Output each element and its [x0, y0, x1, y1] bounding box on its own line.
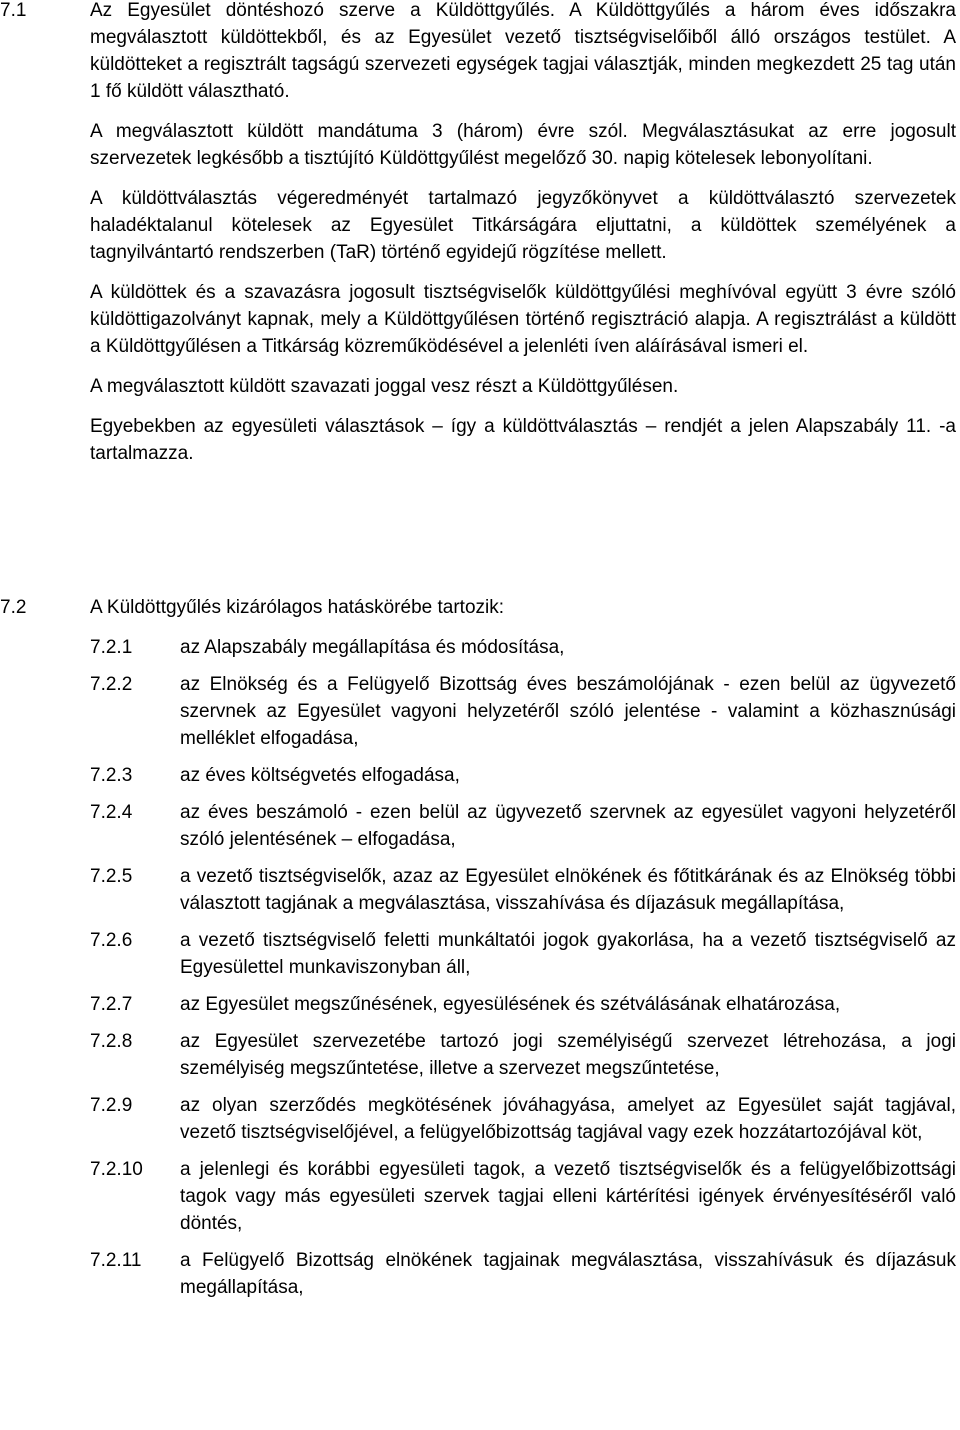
item-text: a vezető tisztségviselő feletti munkáltatói jogok gyakorlása, ha a vezető tisztségviselő az Egyesülettel munkaviszonyban áll,	[180, 930, 956, 978]
list-item	[0, 991, 960, 1018]
item-number: 7.2.1	[90, 637, 133, 658]
list-item	[0, 927, 960, 981]
list-item	[0, 671, 960, 752]
list-item	[0, 1028, 960, 1082]
paragraph-election-minutes: A küldöttválasztás végeredményét tartalmazó jegyzőkönyvet a küldöttválasztó szervezetek haladéktalanul kötelesek az Egyesület Titkárságára eljuttatni, a küldöttek személyének a tagnyilvántartó rendszerben (TaR) történő egyidejű rögzítése mellett.	[90, 188, 956, 263]
item-text: a vezető tisztségviselők, azaz az Egyesület elnökének és főtitkárának és az Elnökség többi választott tagjának a megválasztása, visszahívása és díjazásuk megállapítása,	[180, 866, 956, 914]
item-number: 7.2.6	[90, 930, 133, 951]
item-text: az éves költségvetés elfogadása,	[180, 765, 460, 786]
paragraph-other-elections: Egyebekben az egyesületi választások – így a küldöttválasztás – rendjét a jelen Alapszabály 11. -a tartalmazza.	[90, 416, 956, 464]
section-body	[90, 0, 956, 467]
section-number: 7.1	[0, 0, 27, 21]
item-number: 7.2.2	[90, 674, 133, 695]
list-item	[0, 762, 960, 789]
list-item	[0, 799, 960, 853]
item-text: az Egyesület szervezetébe tartozó jogi személyiségű szervezet létrehozása, a jogi személyiség megszűntetése, illetve a szervezet megszűntetése,	[180, 1031, 956, 1079]
paragraph-voting-right: A megválasztott küldött szavazati joggal vesz részt a Küldöttgyűlésen.	[90, 376, 679, 397]
item-text: a Felügyelő Bizottság elnökének tagjainak megválasztása, visszahívásuk és díjazásuk megállapítása,	[180, 1250, 956, 1298]
item-text: az Egyesület megszűnésének, egyesülésének és szétválásának elhatározása,	[180, 994, 841, 1015]
list-item	[0, 863, 960, 917]
paragraph-mandate: A megválasztott küldött mandátuma 3 (három) évre szól. Megválasztásukat az erre jogosult szervezetek legkésőbb a tisztújító Küldöttgyűlést megelőző 30. napig kötelesek lebonyolítani.	[90, 121, 956, 169]
section-heading: A Küldöttgyűlés kizárólagos hatáskörébe tartozik:	[90, 597, 505, 618]
list-item	[0, 634, 960, 661]
item-text: az olyan szerződés megkötésének jóváhagyása, amelyet az Egyesület saját tagjával, vezető tisztségviselőjével, a felügyelőbizottság tagjával vagy ezek hozzátartozójával köt,	[180, 1095, 956, 1143]
item-text: az Elnökség és a Felügyelő Bizottság éves beszámolójának - ezen belül az ügyvezető szervnek az Egyesület vagyoni helyzetéről szóló jelentése - valamint a közhasznúsági melléklet elfogadása,	[180, 674, 956, 749]
item-list	[0, 634, 960, 1311]
item-text: az Alapszabály megállapítása és módosítása,	[180, 637, 565, 658]
item-text: a jelenlegi és korábbi egyesületi tagok, a vezető tisztségviselők és a felügyelőbizottsági tagok vagy más egyesületi szervek tagjai elleni kártérítési igények érvényesítéséről való döntés,	[180, 1159, 956, 1234]
item-number: 7.2.8	[90, 1031, 133, 1052]
item-number: 7.2.3	[90, 765, 133, 786]
item-number: 7.2.9	[90, 1095, 133, 1116]
item-number: 7.2.5	[90, 866, 133, 887]
item-number: 7.2.11	[90, 1250, 142, 1271]
list-item	[0, 1247, 960, 1301]
list-item	[0, 1092, 960, 1146]
list-item	[0, 1156, 960, 1237]
section-body	[90, 594, 956, 621]
item-text: az éves beszámoló - ezen belül az ügyvezető szervnek az egyesület vagyoni helyzetéről szóló jelentésének – elfogadása,	[180, 802, 956, 850]
item-number: 7.2.4	[90, 802, 133, 823]
paragraph-delegate-assembly: Az Egyesület döntéshozó szerve a Küldöttgyűlés. A Küldöttgyűlés a három éves időszakra megválasztott küldöttekből, és az Egyesület vezető tisztségviselőiből álló országos testület. A küldötteket a regisztrált tagságú szervezeti egységek tagjai választják, minden megkezdett 25 tag után 1 fő küldött választható.	[90, 0, 956, 102]
section-number: 7.2	[0, 597, 27, 618]
item-number: 7.2.7	[90, 994, 133, 1015]
item-number: 7.2.10	[90, 1159, 143, 1180]
paragraph-delegate-id: A küldöttek és a szavazásra jogosult tisztségviselők küldöttgyűlési meghívóval együtt 3 évre szóló küldöttigazolványt kapnak, mely a Küldöttgyűlésen történő regisztráció alapja. A regisztrálást a küldött a Küldöttgyűlésen a Titkárság közreműködésével a jelenléti íven aláírásával ismeri el.	[90, 282, 956, 357]
